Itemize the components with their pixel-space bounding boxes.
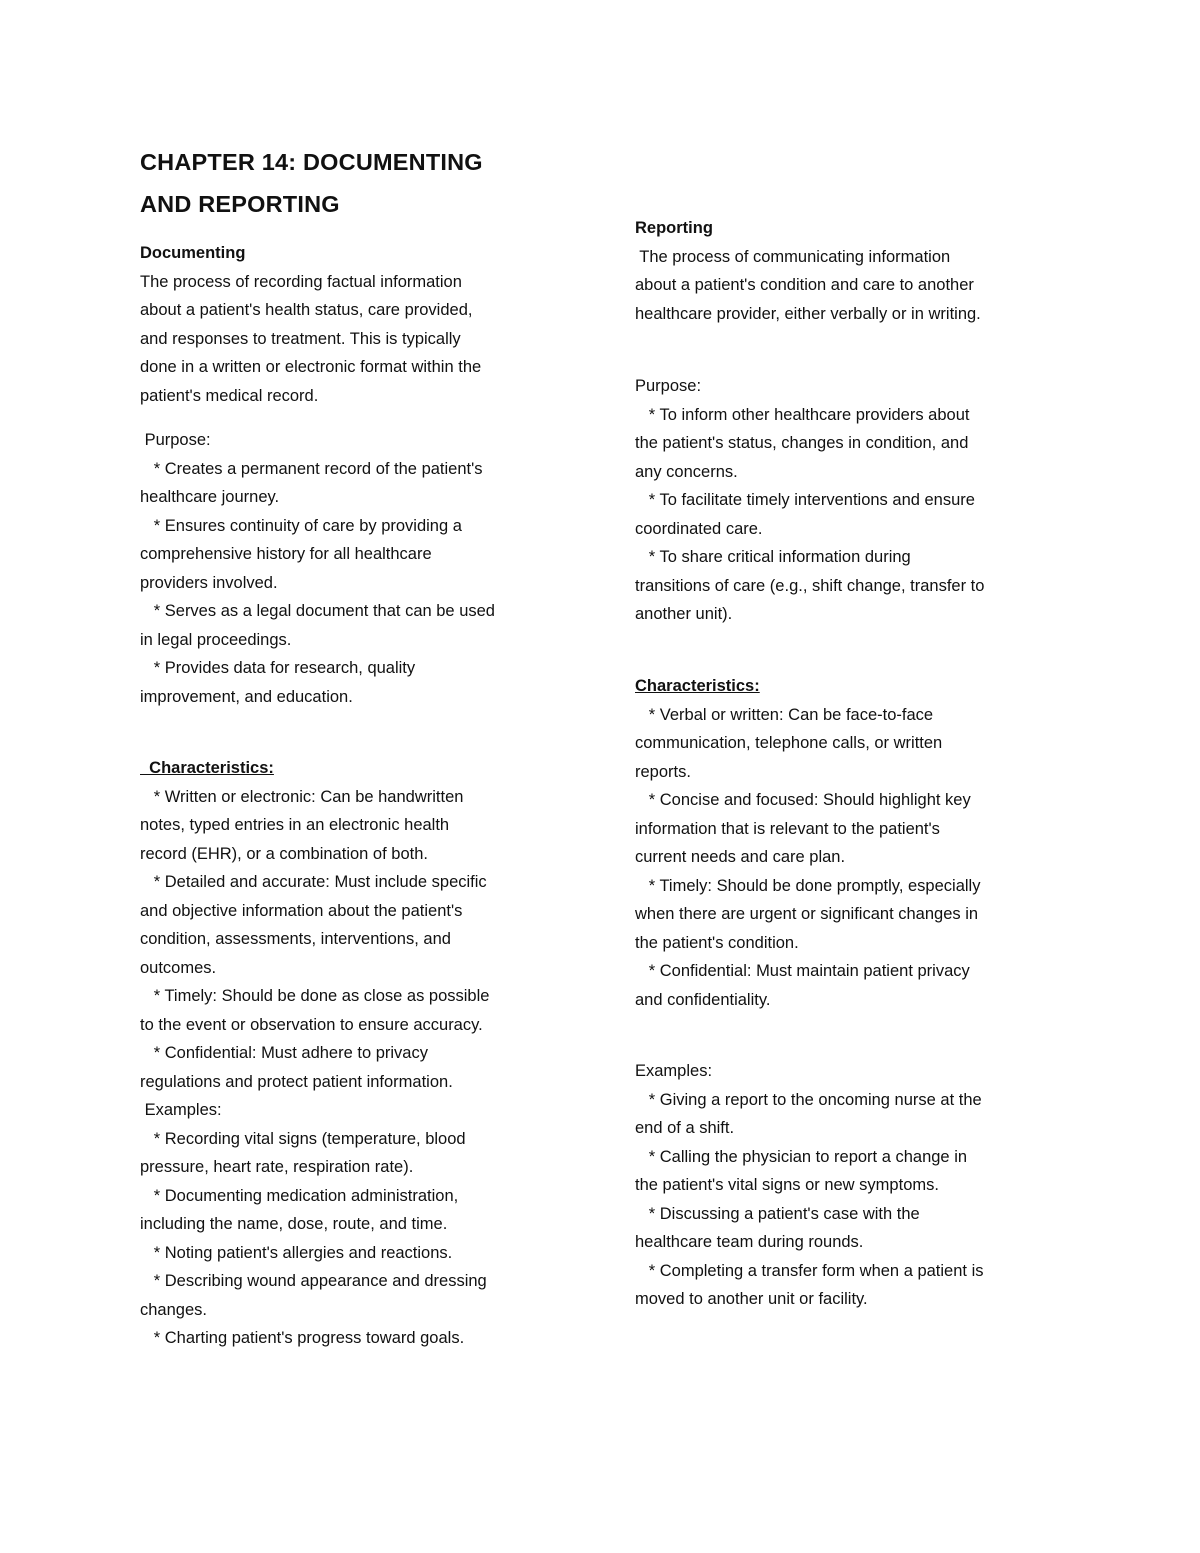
text-line: * Verbal or written: Can be face-to-face xyxy=(635,705,934,724)
text-line: healthcare team during rounds. xyxy=(635,1233,864,1251)
text-line: and responses to treatment. This is typically xyxy=(140,329,461,348)
text-line: * Creates a permanent record of the patient's xyxy=(140,459,483,478)
text-line: * Giving a report to the oncoming nurse at the xyxy=(635,1090,982,1109)
text-line: the patient's status, changes in condition, and xyxy=(635,434,969,452)
text-line: reports. xyxy=(635,762,691,781)
text-line: the patient's vital signs or new symptoms. xyxy=(635,1176,939,1194)
text-line: in legal proceedings. xyxy=(140,630,292,649)
text-line: end of a shift. xyxy=(635,1119,735,1137)
section-heading: Reporting xyxy=(635,219,713,237)
text-line: * Provides data for research, quality xyxy=(140,659,416,677)
text-line: * Noting patient's allergies and reactions. xyxy=(140,1243,453,1262)
text-line: pressure, heart rate, respiration rate). xyxy=(140,1158,414,1176)
text-line: information that is relevant to the patient's xyxy=(635,819,940,838)
text-line: The process of recording factual information xyxy=(140,272,462,291)
text-line: * Charting patient's progress toward goals. xyxy=(140,1329,465,1347)
text-line: another unit). xyxy=(635,605,733,623)
text-line: and objective information about the patient's xyxy=(140,901,463,920)
text-line: changes. xyxy=(140,1300,207,1319)
documenting-purpose xyxy=(140,426,495,711)
text-line: transitions of care (e.g., shift change, transfer to xyxy=(635,576,985,595)
text-line: * Written or electronic: Can be handwritten xyxy=(140,787,464,806)
text-line: Examples: xyxy=(635,1062,713,1080)
text-line: notes, typed entries in an electronic health xyxy=(140,816,450,834)
text-line: healthcare journey. xyxy=(140,488,280,506)
text-line: * Confidential: Must maintain patient privacy xyxy=(635,962,970,980)
text-line: regulations and protect patient information. xyxy=(140,1072,453,1091)
text-line: any concerns. xyxy=(635,462,738,481)
text-line: * To share critical information during xyxy=(635,548,911,566)
text-line: moved to another unit or facility. xyxy=(635,1290,868,1308)
text-line: * To facilitate timely interventions and ensure xyxy=(635,491,975,509)
reporting-examples xyxy=(635,1057,984,1314)
text-line: and confidentiality. xyxy=(635,990,771,1009)
text-line: patient's medical record. xyxy=(140,386,319,405)
documenting-definition xyxy=(140,239,481,410)
text-line: * Timely: Should be done as close as possible xyxy=(140,987,490,1005)
text-line: including the name, dose, route, and time. xyxy=(140,1215,448,1233)
text-line: to the event or observation to ensure accuracy. xyxy=(140,1015,483,1034)
text-line: Purpose: xyxy=(140,431,211,449)
documenting-characteristics-examples xyxy=(140,754,489,1353)
text-line: Examples: xyxy=(140,1101,222,1119)
text-line: * Confidential: Must adhere to privacy xyxy=(140,1044,428,1062)
text-line: * Serves as a legal document that can be used xyxy=(140,602,495,620)
text-line: outcomes. xyxy=(140,958,217,977)
text-line: * Detailed and accurate: Must include specific xyxy=(140,873,487,891)
section-heading: Characteristics: xyxy=(635,677,760,695)
text-line: current needs and care plan. xyxy=(635,848,846,866)
reporting-characteristics xyxy=(635,672,980,1014)
text-line: improvement, and education. xyxy=(140,687,353,706)
chapter-title-line: CHAPTER 14: DOCUMENTING xyxy=(140,149,483,175)
text-line: the patient's condition. xyxy=(635,933,799,952)
text-line: done in a written or electronic format within the xyxy=(140,358,482,376)
text-line: comprehensive history for all healthcare xyxy=(140,545,432,563)
chapter-title-line: AND REPORTING xyxy=(140,191,340,217)
reporting-definition xyxy=(635,214,981,328)
text-line: condition, assessments, interventions, and xyxy=(140,930,451,948)
reporting-purpose xyxy=(635,372,984,629)
text-line: providers involved. xyxy=(140,573,278,592)
chapter-title xyxy=(140,141,483,225)
text-line: * Concise and focused: Should highlight key xyxy=(635,791,971,809)
text-line: communication, telephone calls, or written xyxy=(635,734,943,752)
section-heading: Characteristics: xyxy=(140,759,274,777)
text-line: record (EHR), or a combination of both. xyxy=(140,844,428,863)
text-line: about a patient's condition and care to another xyxy=(635,276,974,294)
text-line: Purpose: xyxy=(635,377,702,395)
text-line: * To inform other healthcare providers about xyxy=(635,405,970,424)
text-line: * Ensures continuity of care by providing a xyxy=(140,516,462,535)
text-line: when there are urgent or significant changes in xyxy=(635,905,979,923)
text-line: coordinated care. xyxy=(635,519,763,538)
text-line: * Calling the physician to report a change in xyxy=(635,1147,968,1166)
text-line: The process of communicating information xyxy=(635,247,951,266)
text-line: * Recording vital signs (temperature, blood xyxy=(140,1129,466,1148)
text-line: * Describing wound appearance and dressing xyxy=(140,1272,487,1290)
text-line: * Timely: Should be done promptly, especially xyxy=(635,876,981,895)
text-line: * Documenting medication administration, xyxy=(140,1186,459,1205)
text-line: about a patient's health status, care provided, xyxy=(140,301,473,319)
section-heading: Documenting xyxy=(140,244,246,262)
text-line: healthcare provider, either verbally or in writing. xyxy=(635,304,981,323)
text-line: * Discussing a patient's case with the xyxy=(635,1204,920,1223)
text-line: * Completing a transfer form when a patient is xyxy=(635,1261,984,1280)
